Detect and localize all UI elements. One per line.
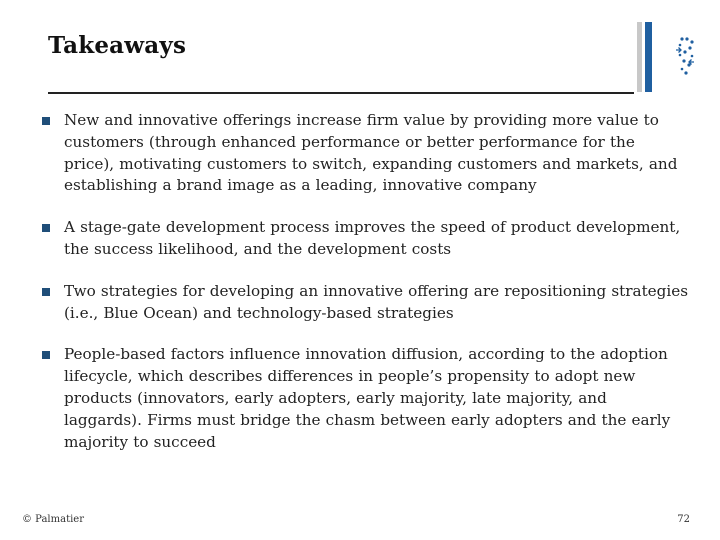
bullet-text: Two strategies for developing an innovative offering are repositioning strategies (i.e., Blue Ocean) and technology-based strategies: [64, 281, 689, 322]
square-bullet-icon: [42, 224, 50, 232]
bullet-text: A stage-gate development process improves the speed of product development, the success likelihood, and the development costs: [64, 218, 681, 258]
bullet-text: People-based factors influence innovation diffusion, according to the adoption lifecycle, which describes differences in people’s propensity to adopt new products (innovators, early adopters, early majority, late majority, and laggards). Firms must bridge the chasm between early adopters and the early majority to succeed: [64, 345, 671, 451]
accent-bar-gray: [637, 22, 642, 92]
slide-title: Takeaways: [48, 32, 187, 59]
bullet-text: New and innovative offerings increase firm value by providing more value to customers (through enhanced performance or better performance for the price), motivating customers to switch, expanding customers and markets, and establishing a brand image as a leading, innovative company: [64, 111, 678, 195]
title-underline: [48, 92, 634, 94]
square-bullet-icon: [42, 351, 50, 359]
dotted-arrows-logo-icon: [670, 34, 700, 78]
list-item: [38, 217, 688, 261]
square-bullet-icon: [42, 288, 50, 296]
takeaways-list: [38, 110, 688, 453]
square-bullet-icon: [42, 117, 50, 125]
list-item: [38, 281, 688, 325]
page-number: 72: [677, 514, 690, 525]
list-item: [38, 344, 688, 453]
copyright-footer: © Palmatier: [22, 514, 84, 525]
accent-bar-blue: [645, 22, 652, 92]
list-item: [38, 110, 688, 197]
